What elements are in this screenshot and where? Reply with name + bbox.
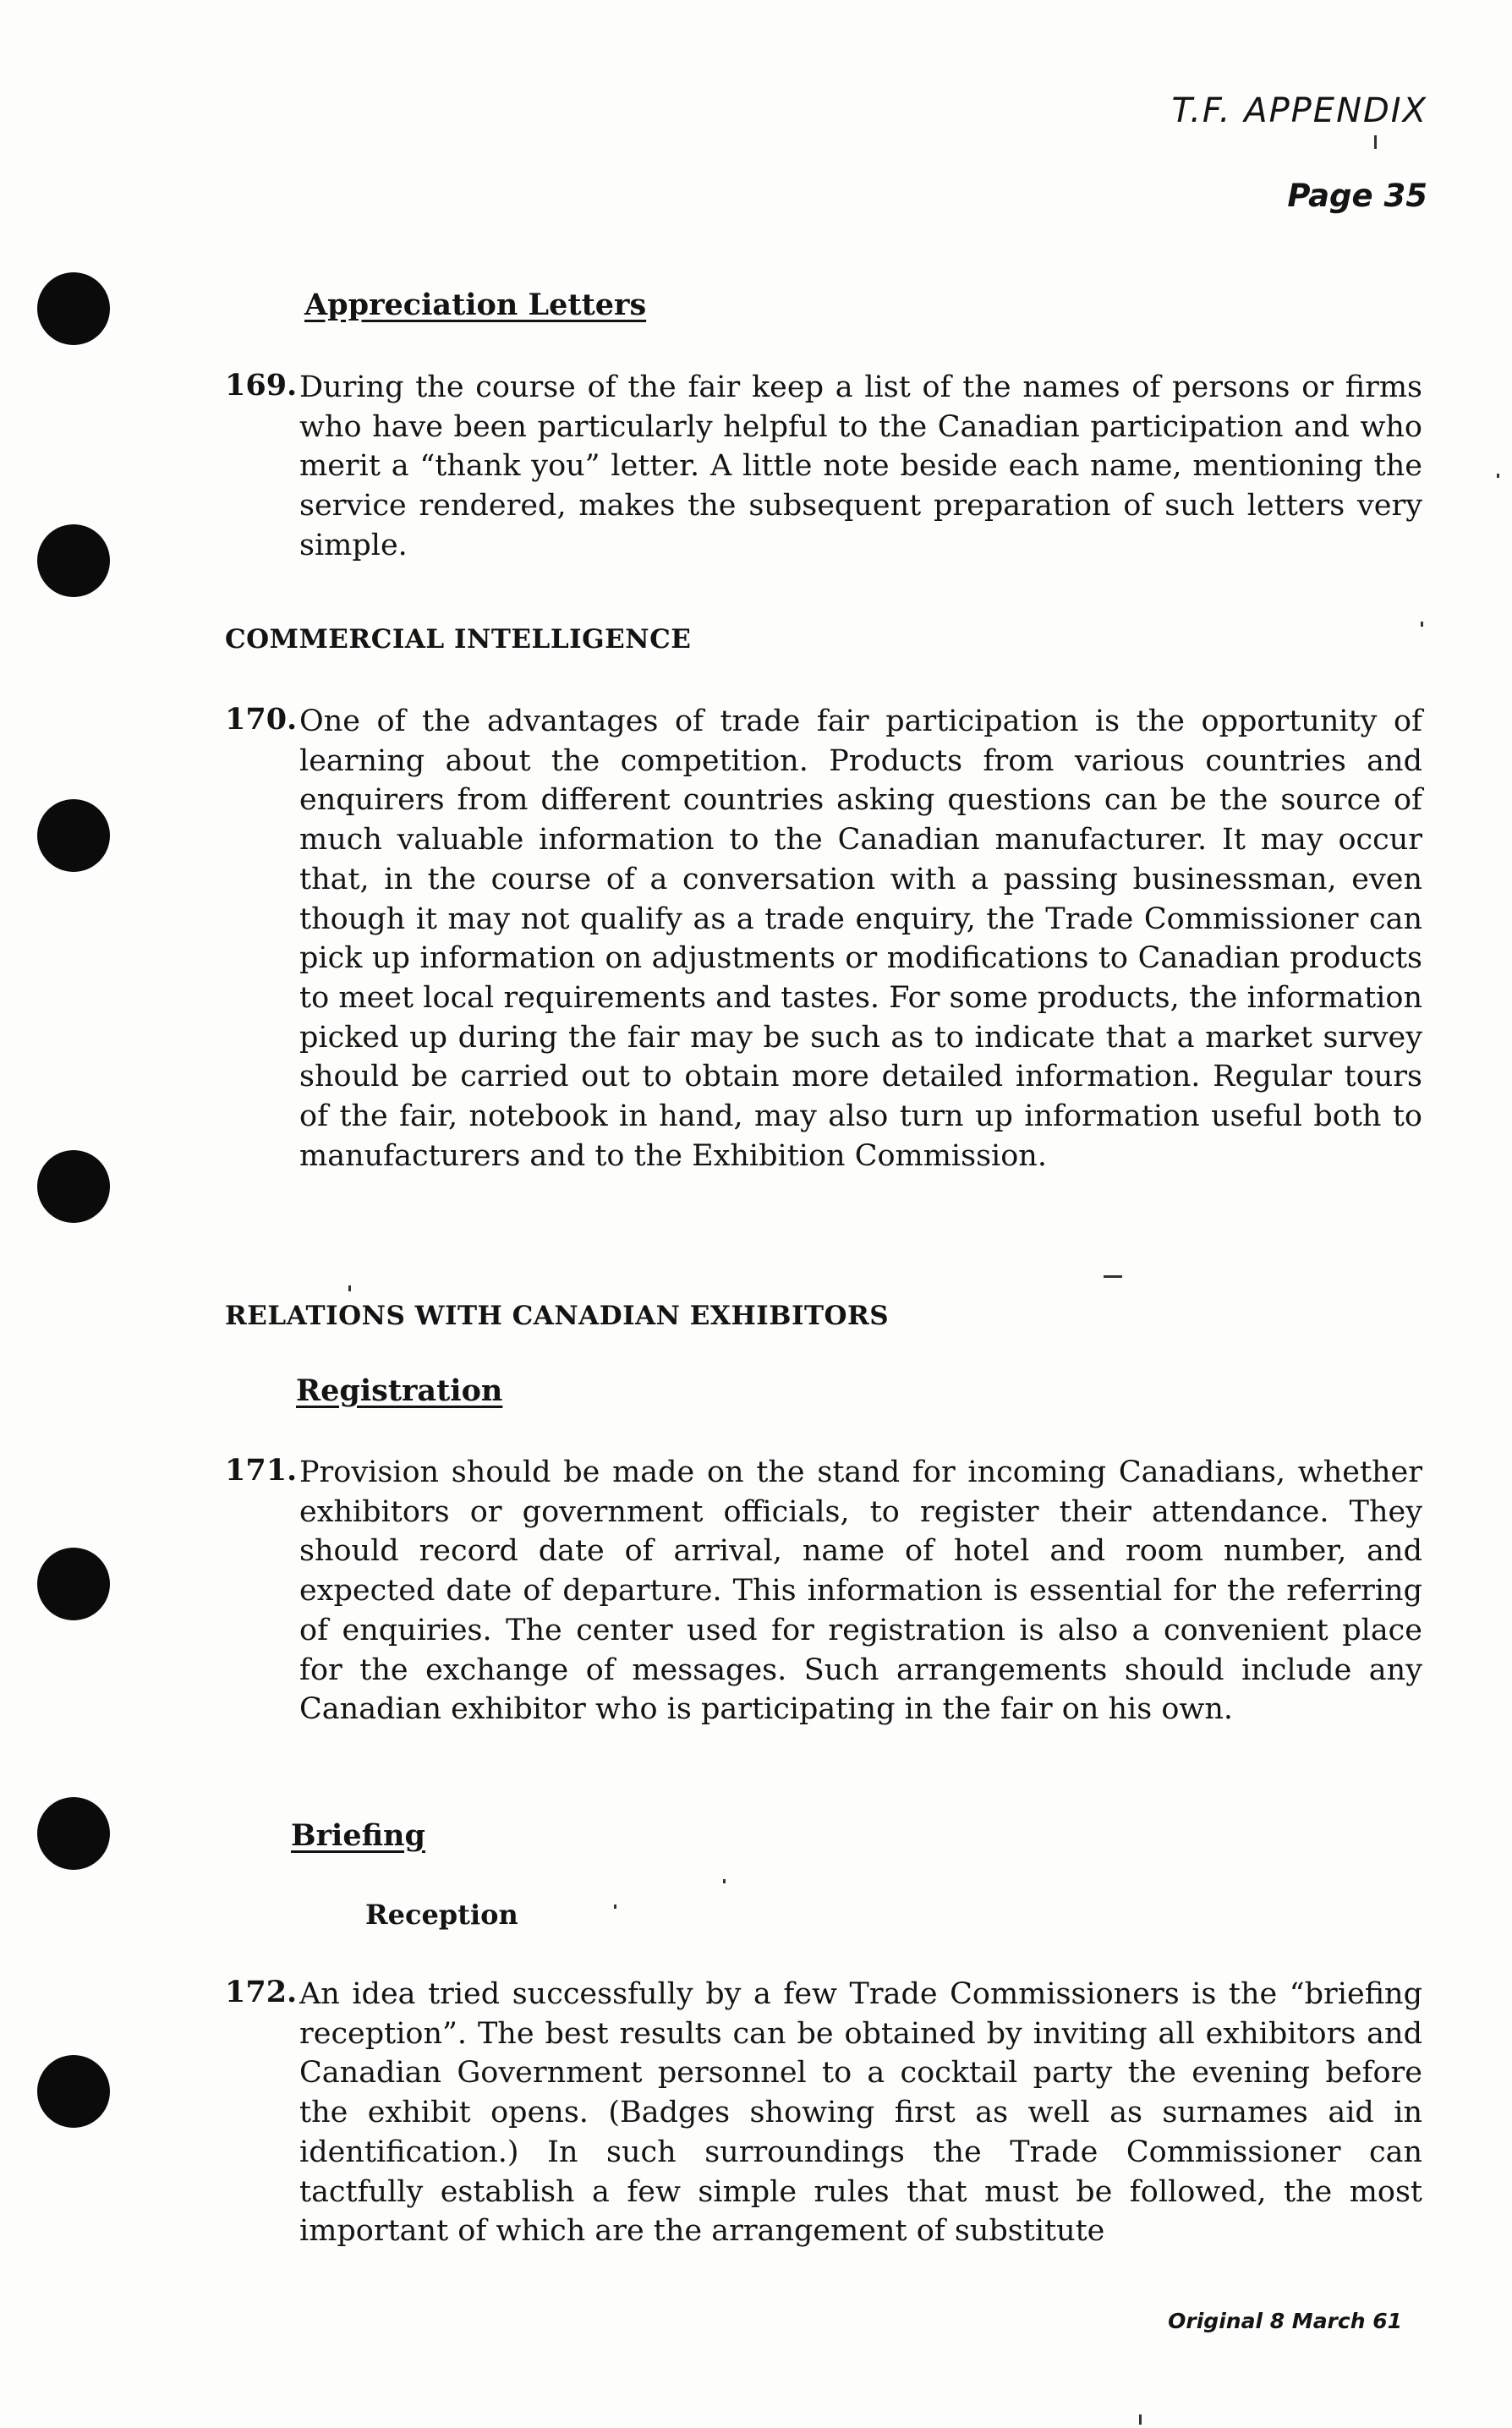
minor-heading-reception: Reception: [365, 1899, 518, 1931]
appendix-title: T.F. APPENDIX: [1171, 91, 1427, 130]
paragraph-number: 171.: [225, 1453, 298, 1488]
punch-hole: [37, 272, 110, 345]
scan-speck: [348, 1285, 351, 1291]
paragraph-text: During the course of the fair keep a list of the names of persons or firms who have been particularly helpful to the Canadian participation and who merit a “thank you” letter. A little note beside each name, mentioning the service rendered, makes the subsequent preparation of such letters very simple.: [299, 370, 1422, 562]
section-heading-commercial-intelligence: COMMERCIAL INTELLIGENCE: [225, 624, 692, 655]
scan-speck: [1374, 135, 1377, 149]
paragraph-text: Provision should be made on the stand for incoming Canadians, whether exhibitors or government officials, to register their attendance. They should record date of arrival, name of hotel and room number, and expected date of departure. This information is essential for the referring of enquiries. The center used for registration is also a convenient place for the exchange of messages. Such arrangements should include any Canadian exhibitor who is participating in the fair on his own.: [299, 1455, 1422, 1727]
scan-speck: [1139, 2414, 1142, 2425]
original-date-footer: Original 8 March 61: [1168, 2309, 1402, 2333]
paragraph-text: An idea tried successfully by a few Trade Commissioners is the “briefing reception”. The best results can be obtained by inviting all exhibitors and Canadian Government personnel to a cocktail party the evening before the exhibit opens. (Badges showing first as well as surnames aid in identification.) In such surroundings the Trade Commissioner can tactfully establish a few simple rules that must be followed, the most important of which are the arrangement of substitute: [299, 1977, 1422, 2249]
scan-speck: [614, 1905, 616, 1909]
punch-hole: [37, 1150, 110, 1223]
punch-hole: [37, 2055, 110, 2128]
subheading-briefing: Briefing: [291, 1818, 425, 1853]
paragraph-number: 169.: [225, 368, 298, 403]
section-heading-relations: RELATIONS WITH CANADIAN EXHIBITORS: [225, 1301, 890, 1331]
page-number: Page 35: [1287, 178, 1427, 214]
scan-speck: [1104, 1275, 1122, 1278]
punch-hole: [37, 799, 110, 872]
scan-speck: [1421, 622, 1423, 627]
paragraph-text: One of the advantages of trade fair participation is the opportunity of learning about the competition. Products from various countries and enquirers from different countries asking questions can be the source of much valuable information to the Canadian manufacturer. It may occur that, in the course of a conversation with a passing businessman, even though it may not qualify as a trade enquiry, the Trade Commissioner can pick up information on adjustments or modifications to Canadian products to meet local requirements and tastes. For some products, the information picked up during the fair may be such as to indicate that a market survey should be carried out to obtain more detailed information. Regular tours of the fair, notebook in hand, may also turn up information useful both to manufacturers and to the Exhibition Commission.: [299, 704, 1422, 1173]
scan-speck: [1497, 474, 1499, 478]
punch-hole: [37, 1797, 110, 1870]
paragraph-number: 172.: [225, 1975, 298, 2009]
punch-hole: [37, 524, 110, 597]
paragraph-number: 170.: [225, 702, 298, 737]
subheading-appreciation-letters: Appreciation Letters: [304, 288, 647, 322]
scan-speck: [723, 1879, 726, 1883]
punch-hole: [37, 1548, 110, 1620]
subheading-registration: Registration: [296, 1373, 503, 1408]
